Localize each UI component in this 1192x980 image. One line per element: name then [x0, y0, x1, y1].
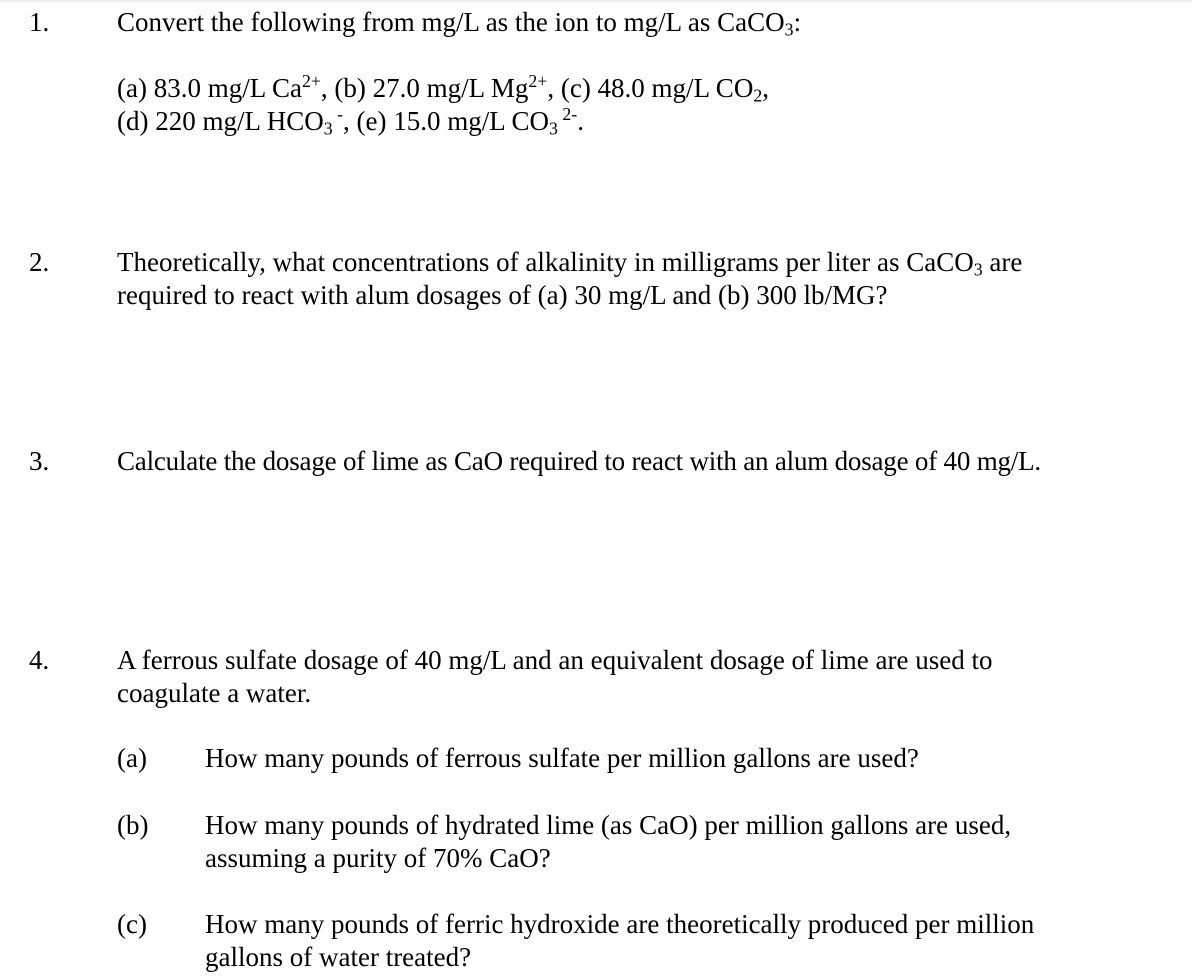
q4-part-b-text-line-2: assuming a purity of 70% CaO?	[205, 843, 551, 873]
q4-part-a-text: How many pounds of ferrous sulfate per million gallons are used?	[205, 743, 919, 773]
q3-number: 3.	[29, 446, 50, 476]
page-top-edge	[0, 0, 1192, 2]
q2-text-line-2: required to react with alum dosages of (a) 30 mg/L and (b) 300 lb/MG?	[117, 280, 888, 310]
q1-items-line-2: (d) 220 mg/L $HCO_3$ -, (e) 15.0 mg/L $CO_3$ $^{2-}$.	[117, 104, 584, 139]
q4-part-b-label: (b)	[117, 810, 149, 840]
q1-prompt: Convert the following from mg/L as the ion to mg/L as CaCO$_3$:	[117, 7, 802, 40]
q4-text-line-2: coagulate a water.	[117, 678, 312, 708]
q4-part-c-text-line-1: How many pounds of ferric hydroxide are theoretically produced per million	[205, 909, 1035, 939]
q1-number: 1.	[29, 7, 50, 37]
q1-items-line-1: (a) 83.0 mg/L $Ca^{2+}$, (b) 27.0 mg/L $Mg^{2+}$, (c) 48.0 mg/L $CO_2$,	[117, 71, 769, 106]
q4-text-line-1: A ferrous sulfate dosage of 40 mg/L and an equivalent dosage of lime are used to	[117, 645, 993, 675]
q2-text-line-1: Theoretically, what concentrations of alkalinity in milligrams per liter as CaCO$_3$ are	[117, 247, 1023, 280]
q3-text: Calculate the dosage of lime as CaO required to react with an alum dosage of 40 mg/L.	[117, 446, 1041, 476]
q4-part-c-label: (c)	[117, 909, 147, 939]
q2-number: 2.	[29, 247, 50, 277]
q4-part-c-text-line-2: gallons of water treated?	[205, 942, 472, 972]
q4-part-b-text-line-1: How many pounds of hydrated lime (as CaO) per million gallons are used,	[205, 810, 1012, 840]
q4-number: 4.	[29, 645, 50, 675]
q4-part-a-label: (a)	[117, 743, 147, 773]
